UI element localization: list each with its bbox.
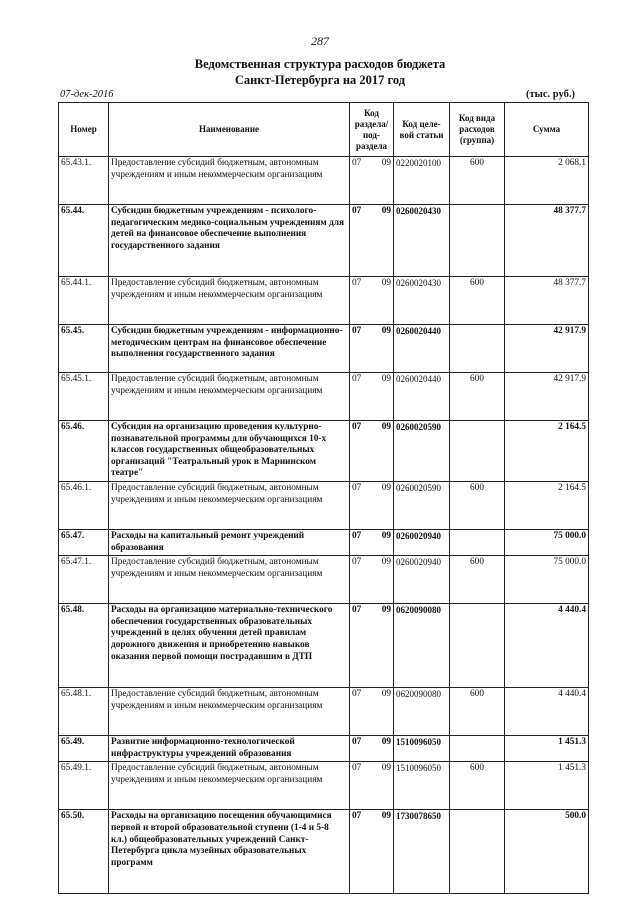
row-name: Субсидии бюджетным учреждениям - психолого-педагогическим медико-социальным учреждениям для детей на финансовое обеспечение выполнения государственного задания	[109, 205, 350, 277]
row-subsection-code: 09	[381, 326, 391, 336]
row-expense-type: 600	[450, 556, 505, 604]
row-subsection-code: 09	[381, 530, 391, 541]
row-section	[350, 688, 394, 736]
row-expense-type	[450, 325, 505, 373]
row-name: Развитие информационно-технологической инфраструктуры учреждений образования	[109, 736, 350, 762]
row-section-code: 07	[352, 689, 362, 700]
table-row	[59, 736, 589, 762]
row-expense-type: 600	[450, 481, 505, 529]
row-expense-type: 600	[450, 373, 505, 421]
table-header	[59, 103, 589, 157]
row-number: 65.45.	[59, 325, 109, 373]
row-article: 0260020940	[394, 529, 450, 555]
row-name: Расходы на организацию материально-технического обеспечения государственных образовательных учреждений в целях обучения детей правилам дорожного движения и приобретению навыков оказания первой помощи пострадавшим в ДТП	[109, 604, 350, 688]
budget-table	[58, 102, 589, 894]
row-name: Субсидия на организацию проведения культурно-познавательной программы для обучающихся 10-х классов государственных общеобразовательных организаций "Театральный урок в Мариинском театре"	[109, 421, 350, 482]
row-article: 0260020940	[394, 556, 450, 604]
row-section-code: 07	[352, 482, 362, 493]
row-sum: 1 451.3	[505, 762, 589, 810]
table-row	[59, 373, 589, 421]
row-name: Предоставление субсидий бюджетным, автономным учреждениям и иным некоммерческим организациям	[109, 762, 350, 810]
row-article: 0260020590	[394, 481, 450, 529]
row-subsection-code: 09	[381, 422, 391, 432]
row-section-code: 07	[352, 158, 362, 168]
row-article: 1730078650	[394, 810, 450, 894]
col-article-header: Код целе-вой статьи	[394, 103, 450, 157]
table-row	[59, 556, 589, 604]
row-sum: 2 164.5	[505, 481, 589, 529]
row-section-code: 07	[352, 811, 362, 822]
row-section-code: 07	[352, 737, 362, 748]
row-expense-type: 600	[450, 277, 505, 325]
row-name: Предоставление субсидий бюджетным, автономным учреждениям и иным некоммерческим организациям	[109, 373, 350, 421]
row-section	[350, 157, 394, 205]
row-expense-type	[450, 205, 505, 277]
row-expense-type	[450, 421, 505, 482]
row-number: 65.46.1.	[59, 481, 109, 529]
row-name: Расходы на организацию посещения обучающимися первой и второй образовательной ступени (1-4 и 5-8 кл.) общеобразовательных учреждений Санкт-Петербурга цикла музейных образовательных программ	[109, 810, 350, 894]
row-expense-type: 600	[450, 688, 505, 736]
row-sum: 42 917.9	[505, 325, 589, 373]
table-row	[59, 325, 589, 373]
row-section	[350, 604, 394, 688]
row-number: 65.44.	[59, 205, 109, 277]
row-sum: 75 000.0	[505, 529, 589, 555]
row-section-code: 07	[352, 557, 362, 568]
row-subsection-code: 09	[381, 811, 391, 822]
row-article: 1510096050	[394, 736, 450, 762]
row-article: 0620090080	[394, 688, 450, 736]
row-section	[350, 529, 394, 555]
row-subsection-code: 09	[381, 278, 391, 288]
row-number: 65.49.1.	[59, 762, 109, 810]
row-section	[350, 373, 394, 421]
col-number-header: Номер	[59, 103, 109, 157]
row-section-code: 07	[352, 605, 362, 616]
row-subsection-code: 09	[381, 763, 391, 774]
row-name: Субсидии бюджетным учреждениям - информационно-методическим центрам на финансовое обеспечение выполнения государственного задания	[109, 325, 350, 373]
table-row	[59, 810, 589, 894]
row-sum: 1 451.3	[505, 736, 589, 762]
row-subsection-code: 09	[381, 158, 391, 168]
row-sum: 500.0	[505, 810, 589, 894]
row-article: 0620090080	[394, 604, 450, 688]
row-number: 65.44.1.	[59, 277, 109, 325]
page-number: 287	[311, 34, 329, 48]
row-article: 1510096050	[394, 762, 450, 810]
row-section	[350, 736, 394, 762]
row-expense-type	[450, 736, 505, 762]
document-title	[0, 56, 640, 88]
row-number: 65.48.	[59, 604, 109, 688]
title-line-2: Санкт-Петербурга на 2017 год	[234, 73, 406, 87]
row-article: 0260020440	[394, 373, 450, 421]
col-name-header: Наименование	[109, 103, 350, 157]
row-sum: 75 000.0	[505, 556, 589, 604]
row-name: Предоставление субсидий бюджетным, автономным учреждениям и иным некоммерческим организациям	[109, 481, 350, 529]
row-article: 0260020430	[394, 205, 450, 277]
row-article: 0260020430	[394, 277, 450, 325]
row-number: 65.47.	[59, 529, 109, 555]
row-section-code: 07	[352, 326, 362, 336]
row-section-code: 07	[352, 530, 362, 541]
document-date: 07-дек-2016	[60, 89, 114, 100]
row-article: 0260020590	[394, 421, 450, 482]
row-section	[350, 325, 394, 373]
row-name: Предоставление субсидий бюджетным, автономным учреждениям и иным некоммерческим организациям	[109, 556, 350, 604]
row-sum: 4 440.4	[505, 604, 589, 688]
row-expense-type: 600	[450, 762, 505, 810]
row-article: 0260020440	[394, 325, 450, 373]
row-subsection-code: 09	[381, 206, 391, 216]
row-subsection-code: 09	[381, 689, 391, 700]
row-article: 0220020100	[394, 157, 450, 205]
row-subsection-code: 09	[381, 374, 391, 384]
row-sum: 42 917.9	[505, 373, 589, 421]
row-expense-type: 600	[450, 157, 505, 205]
table-row	[59, 688, 589, 736]
row-expense-type	[450, 604, 505, 688]
col-section-header: Код раздела/ под-раздела	[350, 103, 394, 157]
row-section	[350, 205, 394, 277]
table-row	[59, 762, 589, 810]
row-section	[350, 277, 394, 325]
table-body	[59, 157, 589, 894]
row-number: 65.43.1.	[59, 157, 109, 205]
row-section-code: 07	[352, 374, 362, 384]
row-section-code: 07	[352, 763, 362, 774]
row-number: 65.46.	[59, 421, 109, 482]
table-row	[59, 481, 589, 529]
col-sum-header: Сумма	[505, 103, 589, 157]
row-section	[350, 556, 394, 604]
row-sum: 48 377.7	[505, 277, 589, 325]
table-row	[59, 421, 589, 482]
row-name: Предоставление субсидий бюджетным, автономным учреждениям и иным некоммерческим организациям	[109, 157, 350, 205]
row-section-code: 07	[352, 278, 362, 288]
col-expense-type-header: Код вида расходов (группа)	[450, 103, 505, 157]
row-subsection-code: 09	[381, 482, 391, 493]
row-number: 65.45.1.	[59, 373, 109, 421]
row-sum: 4 440.4	[505, 688, 589, 736]
row-subsection-code: 09	[381, 557, 391, 568]
row-subsection-code: 09	[381, 737, 391, 748]
row-section-code: 07	[352, 422, 362, 432]
table-row	[59, 157, 589, 205]
row-sum: 48 377.7	[505, 205, 589, 277]
row-name: Расходы на капитальный ремонт учреждений образования	[109, 529, 350, 555]
title-line-1: Ведомственная структура расходов бюджета	[194, 57, 446, 71]
row-number: 65.48.1.	[59, 688, 109, 736]
row-section-code: 07	[352, 206, 362, 216]
table-row	[59, 277, 589, 325]
row-subsection-code: 09	[381, 605, 391, 616]
row-number: 65.49.	[59, 736, 109, 762]
row-expense-type	[450, 529, 505, 555]
table-row	[59, 529, 589, 555]
row-name: Предоставление субсидий бюджетным, автономным учреждениям и иным некоммерческим организациям	[109, 688, 350, 736]
row-section	[350, 481, 394, 529]
row-section	[350, 762, 394, 810]
row-number: 65.47.1.	[59, 556, 109, 604]
table-row	[59, 604, 589, 688]
row-section	[350, 810, 394, 894]
row-sum: 2 068.1	[505, 157, 589, 205]
row-name: Предоставление субсидий бюджетным, автономным учреждениям и иным некоммерческим организациям	[109, 277, 350, 325]
row-section	[350, 421, 394, 482]
table-row	[59, 205, 589, 277]
units-label: (тыс. руб.)	[526, 89, 575, 100]
row-expense-type	[450, 810, 505, 894]
row-number: 65.50.	[59, 810, 109, 894]
row-sum: 2 164.5	[505, 421, 589, 482]
